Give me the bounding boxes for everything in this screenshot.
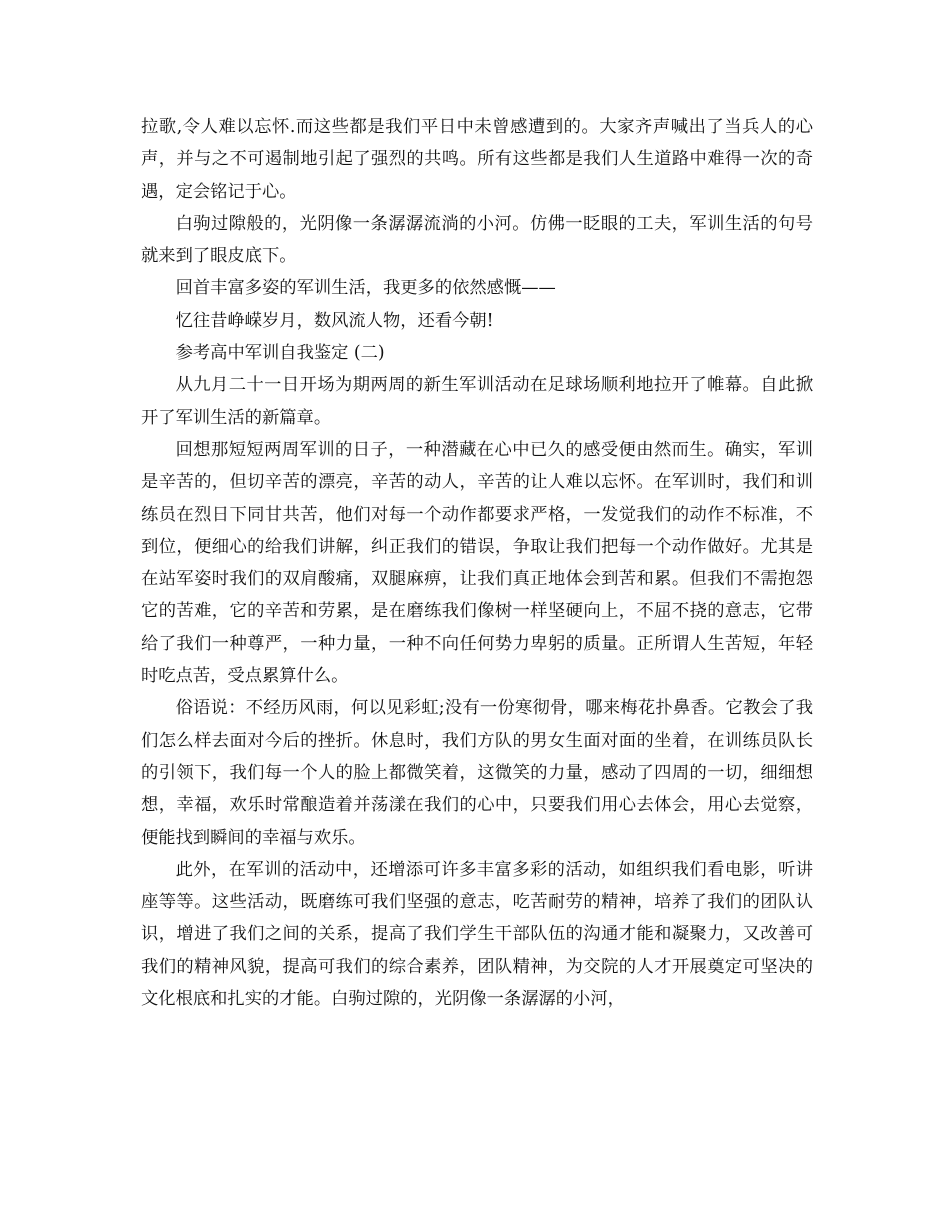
document-body bbox=[141, 111, 813, 1015]
section-heading: 参考高中军训自我鉴定 (二) bbox=[175, 343, 385, 364]
paragraph: 拉歌,令人难以忘怀.而这些都是我们平日中未曾感遭到的。大家齐声喊出了当兵人的心声，并与之不可遏制地引起了强烈的共鸣。所有这些都是我们人生道路中难得一次的奇遇，定会铭记于心。 bbox=[141, 117, 813, 202]
paragraph: 白驹过隙般的，光阴像一条潺潺流淌的小河。仿佛一眨眼的工夫，军训生活的句号就来到了眼皮底下。 bbox=[141, 213, 813, 267]
paragraph: 回想那短短两周军训的日子，一种潜藏在心中已久的感受便由然而生。确实，军训是辛苦的，但切辛苦的漂亮，辛苦的动人，辛苦的让人难以忘怀。在军训时，我们和训练员在烈日下同甘共苦，他们对每一个动作都要求严格，一发觉我们的动作不标准，不到位，便细心的给我们讲解，纠正我们的错误，争取让我们把每一个动作做好。尤其是在站军姿时我们的双肩酸痛，双腿麻痹，让我们真正地体会到苦和累。但我们不需抱怨它的苦难，它的辛苦和劳累，是在磨练我们像树一样坚硬向上，不屈不挠的意志，它带给了我们一种尊严，一种力量，一种不向任何势力卑躬的质量。正所谓人生苦短，年轻时吃点苦，受点累算什么。 bbox=[141, 439, 813, 687]
paragraph: 回首丰富多姿的军训生活，我更多的依然感慨—— bbox=[175, 278, 556, 299]
paragraph: 忆往昔峥嵘岁月，数风流人物，还看今朝! bbox=[175, 310, 494, 331]
paragraph: 从九月二十一日开场为期两周的新生军训活动在足球场顺利地拉开了帷幕。自此掀开了军训生活的新篇章。 bbox=[141, 375, 813, 428]
paragraph: 俗语说：不经历风雨，何以见彩虹;没有一份寒彻骨，哪来梅花扑鼻香。它教会了我们怎么样去面对今后的挫折。休息时，我们方队的男女生面对面的坐着，在训练员队长的引领下，我们每一个人的脸上都微笑着，这微笑的力量，感动了四周的一切，细细想想，幸福，欢乐时常酿造着并荡漾在我们的心中，只要我们用心去体会，用心去觉察，便能找到瞬间的幸福与欢乐。 bbox=[141, 698, 813, 848]
paragraph: 此外，在军训的活动中，还增添可许多丰富多彩的活动，如组织我们看电影，听讲座等等。这些活动，既磨练可我们坚强的意志，吃苦耐劳的精神，培养了我们的团队认识，增进了我们之间的关系，提高了我们学生干部队伍的沟通才能和凝聚力，又改善可我们的精神风貌，提高可我们的综合素养，团队精神，为交院的人才开展奠定可坚决的文化根底和扎实的才能。白驹过隙的，光阴像一条潺潺的小河， bbox=[141, 859, 813, 1010]
